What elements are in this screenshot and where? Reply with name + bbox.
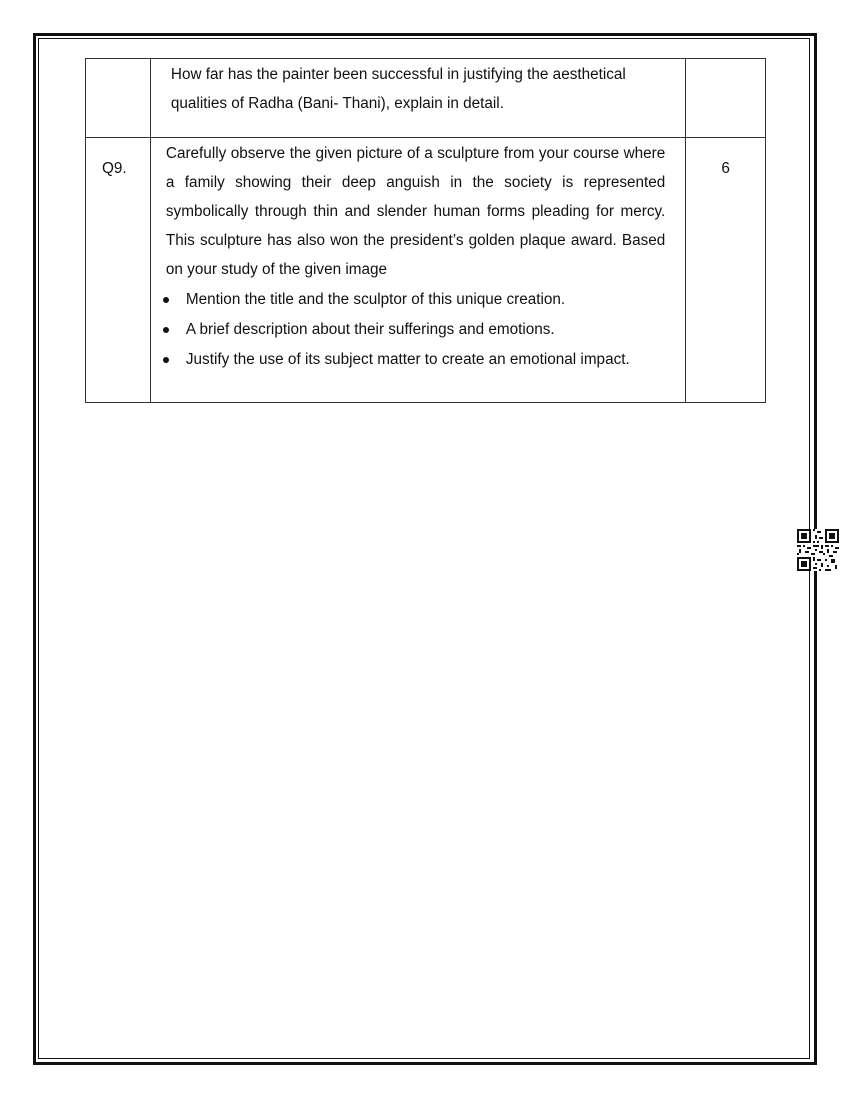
question-text: How far has the painter been successful in justifying the aesthetical qualities of Radha (Bani- Thani), explain in detail. — [170, 66, 626, 112]
table-row — [86, 59, 766, 138]
table-row — [86, 138, 766, 403]
list-item: Mention the title and the sculptor of this unique creation. — [151, 285, 685, 314]
question-number-cell — [86, 59, 151, 138]
question-text: Carefully observe the given picture of a sculpture from your course where a family showing their deep anguish in the society is represented symbolically through thin and slender human forms pleading for mercy. This sculpture has also won the president’s golden plaque award. Based on your study of the given image — [165, 145, 666, 278]
list-item: A brief description about their sufferings and emotions. — [151, 315, 685, 344]
marks-cell — [686, 59, 766, 138]
marks-value: 6 — [721, 160, 730, 177]
question-table — [85, 58, 766, 403]
question-bullet-list — [151, 285, 685, 374]
qr-code-icon — [797, 529, 839, 571]
list-item: Justify the use of its subject matter to create an emotional impact. — [151, 345, 685, 374]
question-number: Q9. — [102, 160, 127, 177]
